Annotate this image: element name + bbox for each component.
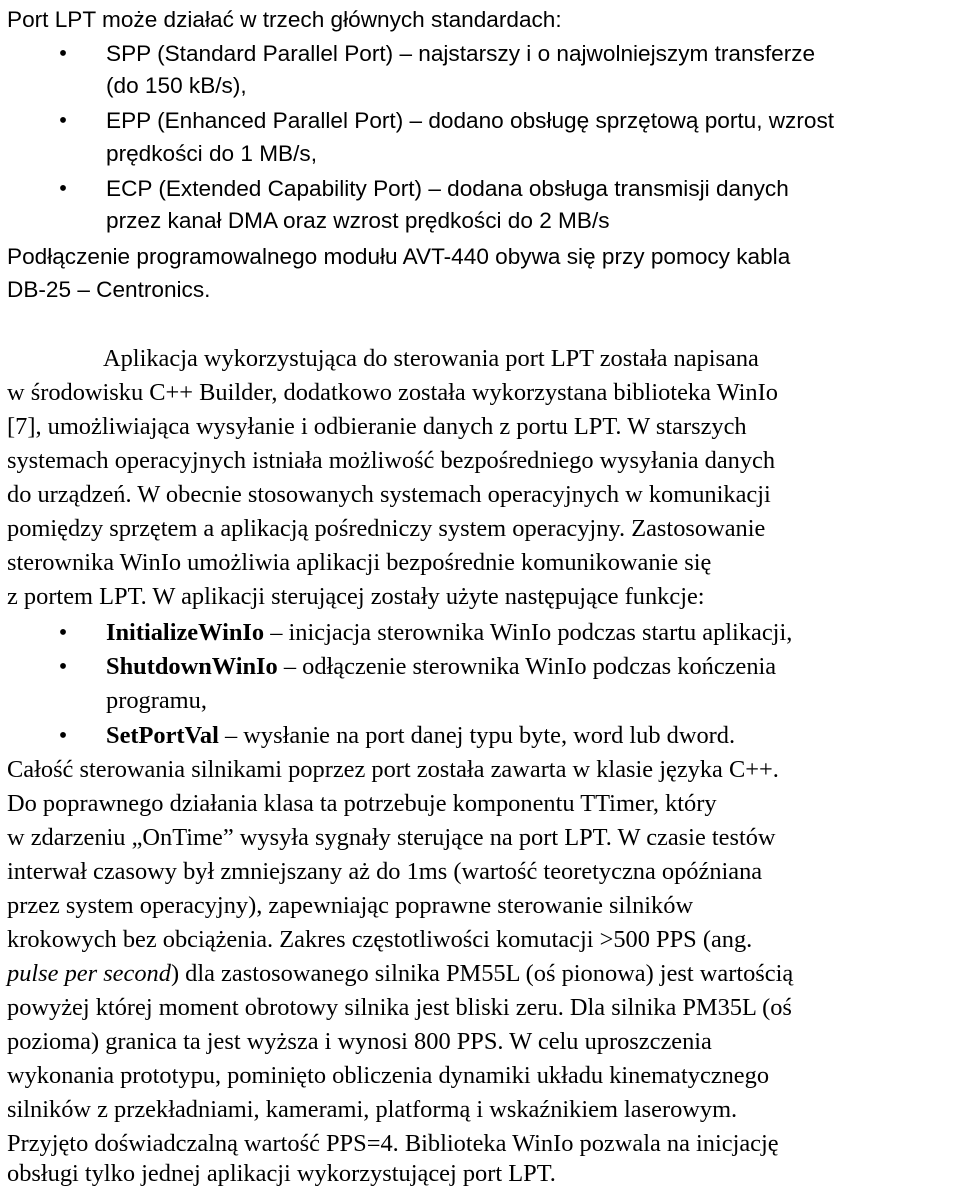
para3-line-rest: ) dla zastosowanego silnika PM55L (oś pionowa) jest wartością — [170, 960, 794, 987]
std-epp-line2: prędkości do 1 MB/s, — [106, 141, 317, 166]
para3-line: powyżej której moment obrotowy silnika jest bliski zeru. Dla silnika PM35L (oś — [7, 994, 792, 1021]
para3-line: obsługi tylko jednej aplikacji wykorzystującej port LPT. — [7, 1160, 556, 1187]
std-epp-line1: EPP (Enhanced Parallel Port) – dodano obsługę sprzętową portu, wzrost — [106, 108, 835, 133]
para2-line: [7], umożliwiająca wysyłanie i odbieranie danych z portu LPT. W starszych — [7, 413, 747, 440]
function-name: ShutdownWinIo — [106, 653, 278, 680]
function-item — [106, 616, 953, 650]
function-desc: – odłączenie sterownika WinIo podczas kończenia — [277, 653, 777, 680]
para3-line: wykonania prototypu, pominięto obliczenia dynamiki układu kinematycznego — [7, 1062, 770, 1089]
para3-line: Przyjęto doświadczalną wartość PPS=4. Biblioteka WinIo pozwala na inicjację — [7, 1130, 779, 1157]
cable-line1: Podłączenie programowalnego modułu AVT-440 obywa się przy pomocy kabla — [7, 244, 791, 269]
std-ecp-line2: przez kanał DMA oraz wzrost prędkości do 2 MB/s — [106, 208, 610, 233]
para3-line: interwał czasowy był zmniejszany aż do 1ms (wartość teoretyczna opóźniana — [7, 858, 763, 885]
std-ecp-line1: ECP (Extended Capability Port) – dodana obsługa transmisji danych — [106, 176, 789, 201]
function-desc-cont: programu, — [106, 687, 207, 714]
bullet-icon: • — [58, 40, 68, 67]
para3-line: pozioma) granica ta jest wyższa i wynosi 800 PPS. W celu uproszczenia — [7, 1028, 712, 1055]
para3-line — [7, 957, 953, 991]
bullet-icon: • — [58, 722, 68, 749]
bullet-icon: • — [58, 653, 68, 680]
para3-line: w zdarzeniu „OnTime” wysyła sygnały sterujące na port LPT. W czasie testów — [7, 824, 776, 851]
function-name: InitializeWinIo — [106, 619, 265, 646]
para3-line: silników z przekładniami, kamerami, platformą i wskaźnikiem laserowym. — [7, 1096, 738, 1123]
function-desc: – wysłanie na port danej typu byte, word lub dword. — [218, 722, 736, 749]
function-item — [106, 650, 953, 684]
para3-line: krokowych bez obciążenia. Zakres częstotliwości komutacji >500 PPS (ang. — [7, 926, 753, 953]
para3-line: przez system operacyjny), zapewniając poprawne sterowanie silników — [7, 892, 694, 919]
std-spp-line2: (do 150 kB/s), — [106, 73, 247, 98]
para2-line: z portem LPT. W aplikacji sterującej zostały użyte następujące funkcje: — [7, 583, 705, 610]
para2-line: sterownika WinIo umożliwia aplikacji bezpośrednie komunikowanie się — [7, 549, 712, 576]
cable-line2: DB-25 – Centronics. — [7, 277, 211, 302]
italic-term: pulse per second — [7, 960, 171, 987]
bullet-icon: • — [58, 175, 68, 202]
para3-line: Całość sterowania silnikami poprzez port została zawarta w klasie języka C++. — [7, 756, 779, 783]
function-desc: – inicjacja sterownika WinIo podczas startu aplikacji, — [264, 619, 793, 646]
intro-line: Port LPT może działać w trzech głównych standardach: — [7, 7, 562, 32]
bullet-icon: • — [58, 619, 68, 646]
bullet-icon: • — [58, 107, 68, 134]
para2-line: Aplikacja wykorzystująca do sterowania port LPT została napisana — [103, 345, 759, 372]
para2-line: do urządzeń. W obecnie stosowanych systemach operacyjnych w komunikacji — [7, 481, 771, 508]
para3-line: Do poprawnego działania klasa ta potrzebuje komponentu TTimer, który — [7, 790, 717, 817]
para2-line: pomiędzy sprzętem a aplikacją pośredniczy system operacyjny. Zastosowanie — [7, 515, 766, 542]
para2-line: systemach operacyjnych istniała możliwość bezpośredniego wysyłania danych — [7, 447, 776, 474]
function-item — [106, 719, 953, 753]
std-spp-line1: SPP (Standard Parallel Port) – najstarszy i o najwolniejszym transferze — [106, 41, 816, 66]
function-name: SetPortVal — [106, 722, 219, 749]
para2-line: w środowisku C++ Builder, dodatkowo została wykorzystana biblioteka WinIo — [7, 379, 778, 406]
